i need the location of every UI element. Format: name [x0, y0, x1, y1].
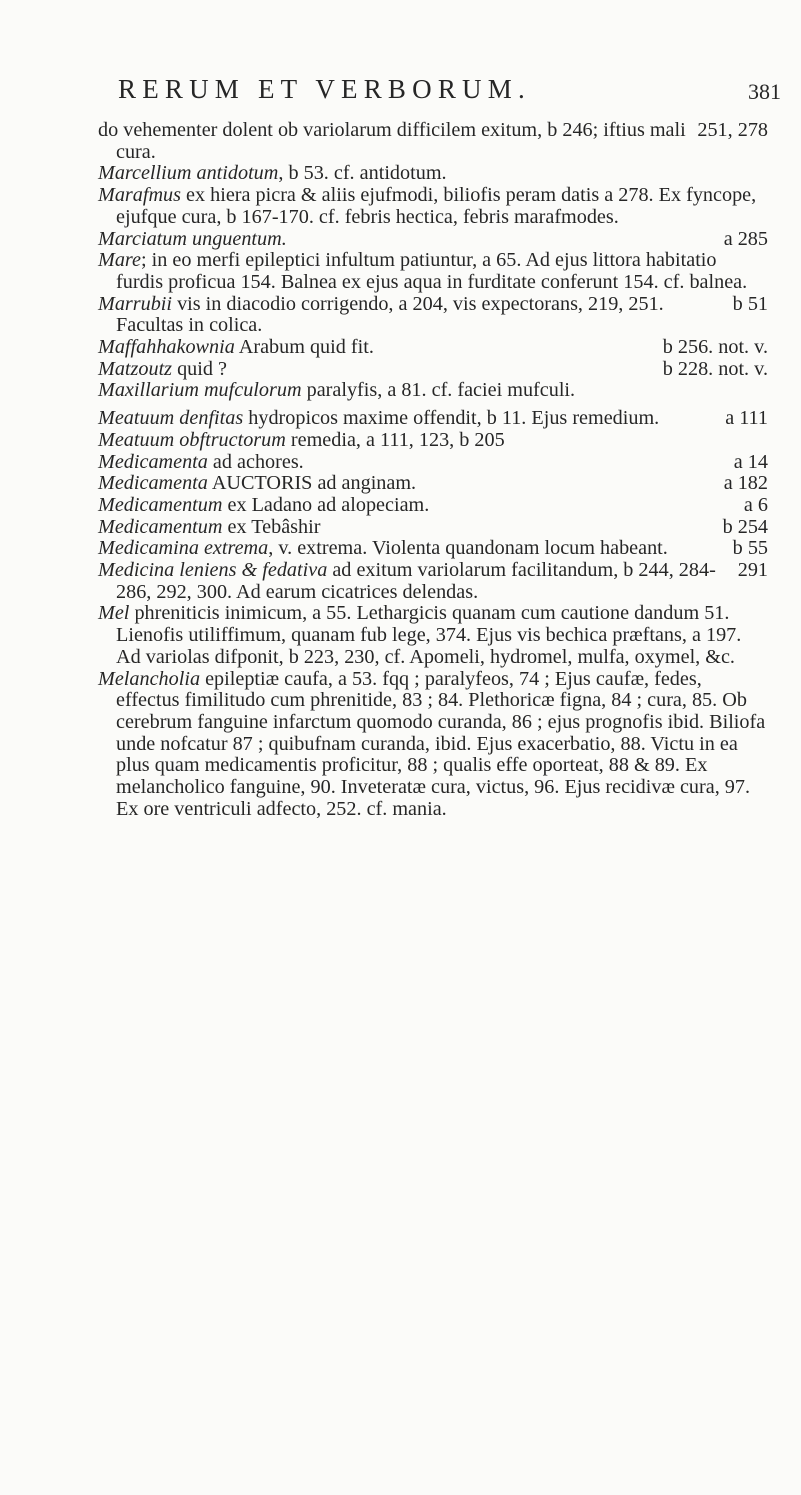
entry-ref: b 51: [732, 292, 768, 315]
index-entry: [98, 250, 768, 293]
entry-lemma: Melancholia: [98, 667, 201, 690]
entry-lemma: Meatuum denfitas: [98, 407, 244, 430]
entry-ref: a 14: [733, 450, 768, 473]
entry-text: ; in eo merfi epileptici infultum patiuntur, a 65. Ad ejus littora habitatio furdis proficua 154. Balnea ex ejus aqua in furditate conferunt 154. cf. balnea.: [116, 249, 748, 293]
entry-ref: b 254: [722, 515, 768, 538]
entry-text: paralyfis, a 81. cf. faciei mufculi.: [306, 379, 576, 402]
entry-lemma: Medicamentum: [98, 515, 223, 538]
entry-ref: b 55: [732, 537, 768, 560]
entry-text: AUCTORIS ad anginam.: [211, 472, 417, 495]
index-entry: [98, 185, 768, 228]
entry-lemma: Marcellium antidotum: [98, 162, 279, 185]
entry-ref: a 285: [723, 227, 768, 250]
entry-ref: a 6: [743, 493, 768, 516]
entry-text: vis in diacodio corrigendo, a 204, vis expectorans, 219, 251. Facultas in colica.: [116, 292, 664, 337]
entry-lemma: Medicamina extrema: [98, 537, 269, 560]
index-entry: [98, 430, 768, 452]
index-entry: [98, 120, 768, 163]
index-body: [98, 120, 768, 821]
index-entry: [98, 603, 768, 668]
index-entry: [98, 380, 768, 402]
entry-lemma: Marafmus: [98, 184, 181, 207]
index-entry: [98, 294, 768, 337]
index-entry: [98, 163, 768, 185]
index-entry: [98, 473, 768, 495]
entry-ref: 291: [737, 559, 768, 582]
index-entry: [98, 359, 768, 381]
index-entry: [98, 560, 768, 603]
entry-lemma: Medicamenta: [98, 472, 208, 495]
entry-lemma: Meatuum obftructorum: [98, 428, 286, 451]
index-entry: [98, 229, 768, 251]
entry-lemma: Marciatum unguentum.: [98, 227, 287, 250]
entry-lemma: Medicamenta: [98, 450, 208, 473]
entry-lemma: Mare: [98, 249, 141, 272]
entry-ref: a 182: [723, 472, 768, 495]
entry-text: do vehementer dolent ob variolarum difficilem exitum, b 246; iftius mali cura.: [98, 119, 686, 163]
index-entry: [98, 538, 768, 560]
entry-text: hydropicos maxime offendit, b 11. Ejus remedium.: [248, 407, 660, 430]
entry-text: epileptiæ caufa, a 53. fqq ; paralyfeos, 74 ; Ejus caufæ, fedes, effectus fimilitudo cum phrenitide, 83 ; 84. Plethoricæ figna, 84 ; cura, 85. Ob cerebrum fanguine infarctum quomodo curanda, 86 ; ejus prognofis ibid. Biliofa unde nofcatur 87 ; quibufnam curanda, ibid. Ejus exacerbatio, 88. Victu in ea plus quam medicamentis proficitur, 88 ; qualis effe oporteat, 88 & 89. Ex melancholico fanguine, 90. Inveteratæ cura, victus, 96. Ejus recidivæ cura, 97. Ex ore ventriculi adfecto, 252. cf. mania.: [116, 667, 766, 820]
entry-lemma: Mel: [98, 602, 130, 625]
entry-text: , b 53. cf. antidotum.: [278, 162, 447, 185]
running-head: RERUM ET VERBORUM.: [118, 74, 531, 104]
entry-text: ad achores.: [212, 450, 304, 473]
entry-text: quid ?: [177, 357, 227, 380]
index-entry: [98, 408, 768, 430]
entry-lemma: Medicina leniens & fedativa: [98, 559, 328, 582]
entry-ref: a 111: [725, 407, 768, 430]
entry-ref: b 256. not. v.: [662, 336, 768, 359]
entry-lemma: Maxillarium mufculorum: [98, 379, 302, 402]
entry-lemma: Marrubii: [98, 292, 173, 315]
entry-ref: b 228. not. v.: [662, 357, 768, 380]
index-entry: [98, 669, 768, 821]
entry-lemma: Matzoutz: [98, 357, 173, 380]
entry-text: remedia, a 111, 123, b 205: [290, 428, 505, 451]
entry-text: , v. extrema. Violenta quandonam locum habeant.: [268, 537, 668, 560]
index-entry: [98, 452, 768, 474]
entry-text: ex hiera picra & aliis ejufmodi, biliofis peram datis a 278. Ex fyncope, ejufque cura, b 167-170. cf. febris hectica, febris marafmodes.: [116, 184, 757, 228]
page-number: 381: [748, 79, 781, 104]
entry-text: ex Tebâshir: [227, 515, 321, 538]
index-entry: [98, 337, 768, 359]
entry-text: ex Ladano ad alopeciam.: [227, 493, 430, 516]
entry-text: Arabum quid fit.: [238, 336, 374, 359]
entry-lemma: Maffahhakownia: [98, 336, 235, 359]
entry-ref: 251, 278: [697, 119, 768, 141]
entry-text: ad exitum variolarum facilitandum, b 244, 284-286, 292, 300. Ad earum cicatrices delendas.: [116, 559, 716, 603]
entry-text: phreniticis inimicum, a 55. Lethargicis quanam cum cautione dandum 51. Lienofis utiliffimum, quanam fub lege, 374. Ejus vis bechica præftans, a 197. Ad variolas difponit, b 223, 230, cf. Apomeli, hydromel, mulfa, oxymel, &c.: [116, 602, 742, 668]
entry-lemma: Medicamentum: [98, 493, 223, 516]
index-entry: [98, 495, 768, 517]
index-entry: [98, 517, 768, 539]
